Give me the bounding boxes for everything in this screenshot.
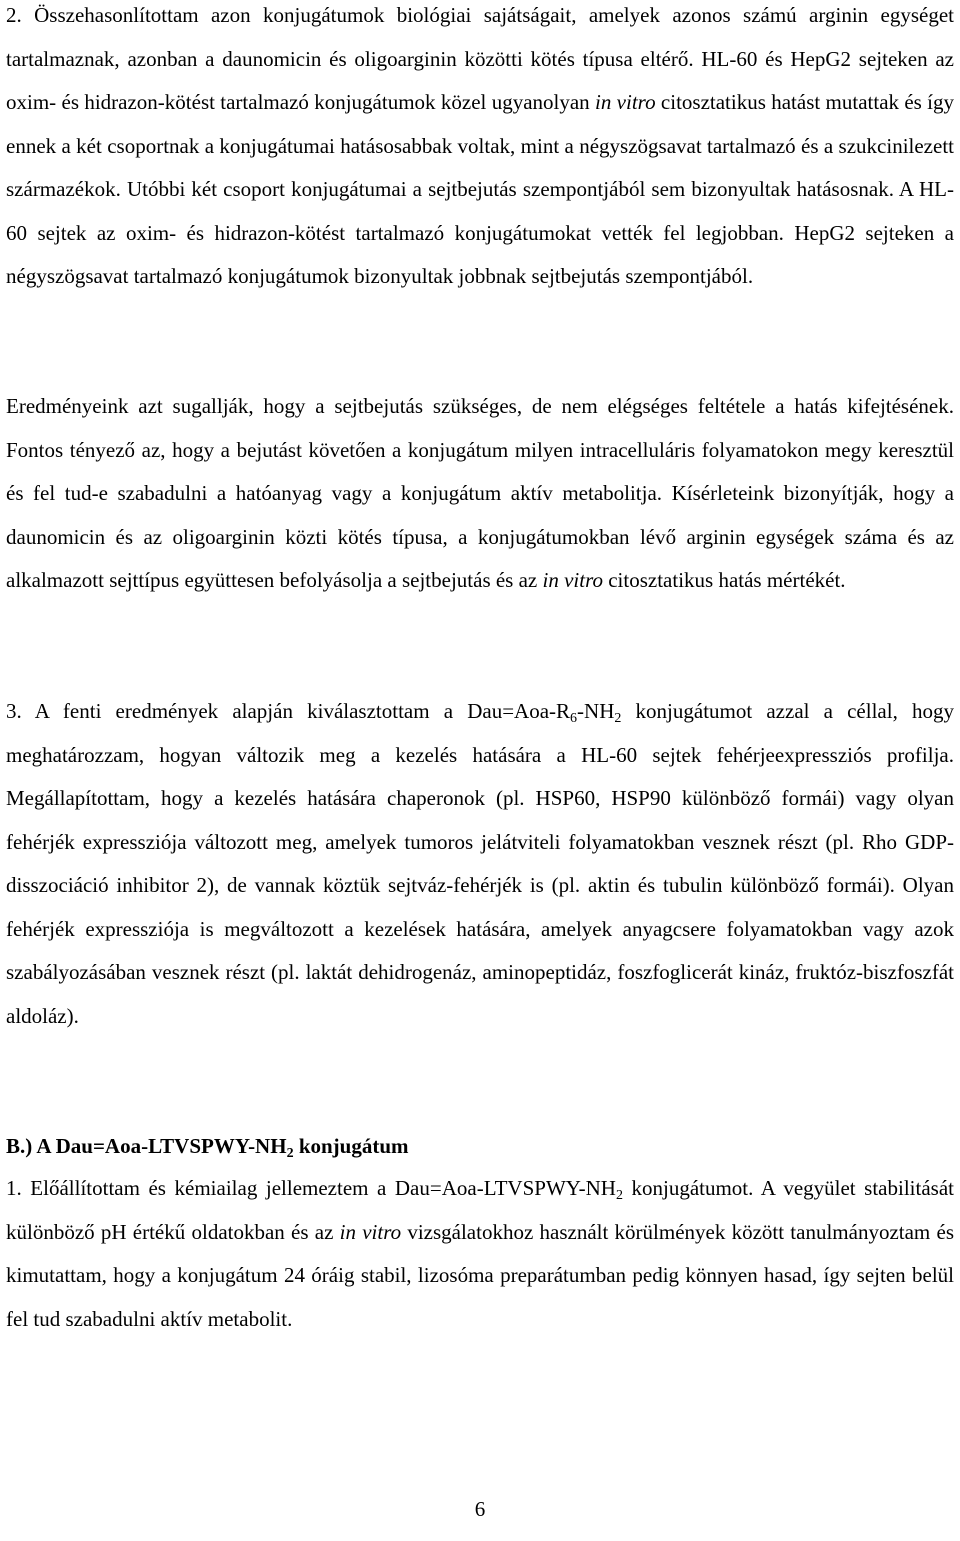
paragraph-1-italic: in vitro bbox=[595, 90, 656, 114]
section-heading-text-b: konjugátum bbox=[293, 1134, 409, 1158]
paragraph-1 bbox=[6, 0, 954, 299]
paragraph-2-text-c: citosztatikus hatás mértékét. bbox=[602, 568, 846, 592]
paragraph-1-text-a: 2. Összehasonlítottam azon konjugátumok biológiai sajátságait, amelyek azonos számú arginin egységet tartalmaznak, azonban a daunomicin és oligoarginin közötti kötés típusa eltérő. HL-60 és HepG2 sejteken az oxim- és hidrazon-kötést tartalmazó konjugátumok közel ugyanolyan bbox=[6, 3, 954, 114]
paragraph-3-text-a: 3. A fenti eredmények alapján kiválasztottam a Dau=Aoa-R bbox=[6, 699, 571, 723]
page-number: 6 bbox=[474, 1497, 486, 1521]
paragraph-2 bbox=[6, 385, 954, 603]
paragraph-4-italic: in vitro bbox=[339, 1219, 402, 1244]
paragraph-2-italic: in vitro bbox=[542, 568, 603, 592]
paragraph-4-subscript: 2 bbox=[615, 1188, 623, 1203]
section-heading bbox=[6, 1125, 954, 1169]
paragraph-3-text-c: konjugátumot azzal a céllal, hogy meghatározzam, hogyan változik meg a kezelés hatására a HL-60 sejtek fehérjeexpressziós profilja. Megállapítottam, hogy a kezelés hatására chaperonok (pl. HSP60, HSP90 különböző formái) vagy olyan fehérjék expressziója változott meg, amelyek tumoros jelátviteli folyamatokban vesznek részt (pl. Rho GDP-disszociáció inhibitor 2), de vannak köztük sejtváz-fehérjék is (pl. aktin és tubulin különböző formái). Olyan fehérjék expressziója is megváltozott a kezelések hatására, amelyek anyagcsere folyamatokban vagy azok szabályozásában vesznek részt (pl. laktát dehidrogenáz, aminopeptidáz, foszfoglicerát kináz, fruktóz-biszfoszfát aldoláz). bbox=[6, 699, 954, 1028]
paragraph-4-text-b: konjugátumot. A vegyület stabilitását különböző pH értékű oldatokban és az bbox=[6, 1176, 954, 1244]
paragraph-3-subscript-1: 6 bbox=[570, 711, 578, 726]
paragraph-4 bbox=[6, 1167, 954, 1341]
section-heading-subscript: 2 bbox=[286, 1146, 294, 1161]
paragraph-4-text-a: 1. Előállítottam és kémiailag jellemeztem a Dau=Aoa-LTVSPWY-NH bbox=[6, 1176, 616, 1200]
paragraph-3-subscript-2: 2 bbox=[614, 711, 622, 726]
paragraph-3 bbox=[6, 690, 954, 1038]
section-heading-text-a: B.) A Dau=Aoa-LTVSPWY-NH bbox=[6, 1134, 287, 1158]
paragraph-4-text-d: vizsgálatokhoz használt körülmények között tanulmányoztam és kimutattam, hogy a konjugátum 24 óráig stabil, lizosóma preparátumban pedig könnyen hasad, így sejten belül fel tud szabadulni aktív metabolit. bbox=[6, 1219, 954, 1331]
paragraph-3-text-b: -NH bbox=[577, 699, 615, 723]
paragraph-2-text-a: Eredményeink azt sugallják, hogy a sejtbejutás szükséges, de nem elégséges feltétele a hatás kifejtésének. Fontos tényező az, hogy a bejutást követően a konjugátum milyen intracelluláris folyamatokon megy keresztül és fel tud-e szabadulni a hatóanyag vagy a konjugátum aktív metabolitja. Kísérleteink bizonyítják, hogy a daunomicin és az oligoarginin közti kötés típusa, a konjugátumokban lévő arginin egységek száma és az alkalmazott sejttípus együttesen befolyásolja a sejtbejutás és az bbox=[6, 394, 954, 592]
paragraph-1-text-c: citosztatikus hatást mutattak és így ennek a két csoportnak a konjugátumai hatásosabbak voltak, mint a négyszögsavat tartalmazó és a szukcinilezett származékok. Utóbbi két csoport konjugátumai a sejtbejutás szempontjából sem bizonyultak hatásosnak. A HL-60 sejtek az oxim- és hidrazon-kötést tartalmazó konjugátumokat vették fel legjobban. HepG2 sejteken a négyszögsavat tartalmazó konjugátumok bizonyultak jobbnak sejtbejutás szempontjából. bbox=[6, 90, 955, 288]
